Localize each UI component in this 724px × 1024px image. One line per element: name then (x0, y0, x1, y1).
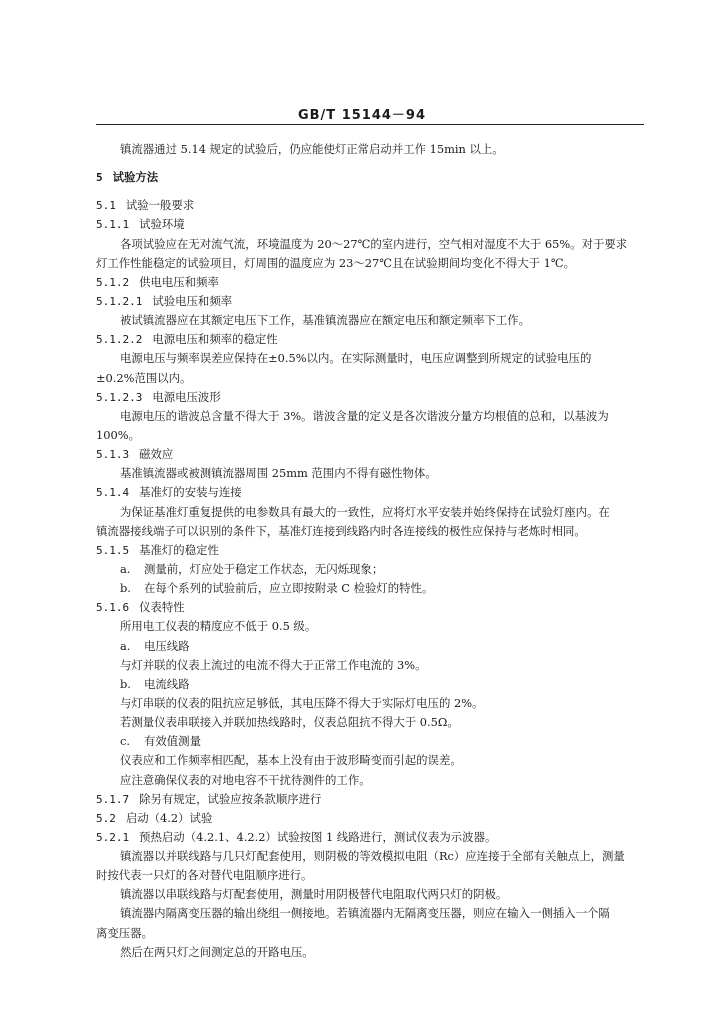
text-line (96, 847, 652, 866)
line-text: 试验电压和频率 (152, 293, 233, 308)
section-number: 5.1.2.2 (96, 333, 143, 347)
text-line (96, 885, 652, 904)
section-number: 5.1.6 (96, 601, 130, 615)
line-text: ±0.2%范围以内。 (96, 370, 192, 385)
line-text: 各项试验应在无对流气流，环境温度为 20～27℃的室内进行，空气相对湿度不大于 65%。对于要求 (120, 236, 628, 251)
line-text: 启动（4.2）试验 (125, 810, 213, 825)
line-text: 试验一般要求 (125, 198, 195, 213)
line-text: 除另有规定，试验应按条款顺序进行 (139, 791, 322, 806)
line-text: 在每个系列的试验前后，应立即按附录 C 检验灯的特性。 (144, 581, 434, 596)
line-text: 镇流器内隔离变压器的输出绕组一侧接地。若镇流器内无隔离变压器，则应在输入一侧插入一个隔 (120, 906, 610, 921)
text-line (96, 866, 652, 885)
section-number: 5.1.2.1 (96, 294, 143, 308)
text-line (96, 426, 652, 445)
text-line (96, 311, 652, 330)
text-line (96, 140, 652, 159)
section-heading-line (96, 790, 652, 809)
section-number: 5.1.4 (96, 486, 130, 500)
line-text: 灯工作性能稳定的试验项目，灯周围的温度应为 23～27℃且在试验期间均变化不得大于 1℃。 (96, 255, 576, 270)
line-text: 电流线路 (144, 676, 190, 691)
section-heading-line (96, 598, 652, 617)
text-line (96, 713, 652, 732)
text-line (96, 732, 652, 751)
line-text: 测量前，灯应处于稳定工作状态，无闪烁现象； (144, 561, 384, 576)
section-number: 5 (96, 171, 103, 185)
list-item-letter: c. (120, 734, 131, 749)
line-text: 试验方法 (112, 170, 159, 185)
section-number: 5.1.7 (96, 792, 130, 806)
line-text: 仪表特性 (139, 600, 185, 615)
section-number: 5.1.1 (96, 218, 130, 232)
line-text: 然后在两只灯之间测定总的开路电压。 (120, 944, 314, 959)
section-heading-line (96, 196, 652, 215)
section-heading-line (96, 168, 652, 187)
text-line (96, 254, 652, 273)
text-line (96, 924, 652, 943)
list-item-letter: b. (120, 581, 131, 596)
section-number: 5.1.2 (96, 275, 130, 289)
section-heading-line (96, 828, 652, 847)
section-number: 5.1.2.3 (96, 390, 143, 404)
section-heading-line (96, 388, 652, 407)
text-line (96, 235, 652, 254)
section-heading-line (96, 330, 652, 349)
line-text: 应注意确保仪表的对地电容不干扰待测件的工作。 (120, 772, 371, 787)
section-number: 5.2.1 (96, 830, 130, 844)
line-text: 为保证基准灯重复提供的电参数具有最大的一致性，应将灯水平安装并始终保持在试验灯座内。在 (120, 504, 610, 519)
line-text: 磁效应 (139, 447, 174, 462)
line-text: 供电电压和频率 (139, 274, 219, 289)
text-line (96, 579, 652, 598)
section-number: 5.1.3 (96, 448, 130, 462)
text-line (96, 407, 652, 426)
line-text: 电源电压波形 (152, 389, 221, 404)
text-line (96, 694, 652, 713)
line-text: 与灯串联的仪表的阻抗应足够低，其电压降不得大于实际灯电压的 2%。 (120, 695, 484, 710)
section-heading-line (96, 445, 652, 464)
line-text: 电源电压的谐波总含量不得大于 3%。谐波含量的定义是各次谐波分量方均根值的总和，以基波为 (120, 408, 609, 423)
line-text: 电源电压和频率的稳定性 (152, 332, 278, 347)
line-text: 基准灯的稳定性 (139, 542, 219, 557)
line-text: 仪表应和工作频率相匹配，基本上没有由于波形畸变而引起的误差。 (120, 753, 462, 768)
text-line (96, 656, 652, 675)
text-line (96, 369, 652, 388)
text-line (96, 560, 652, 579)
text-line (96, 522, 652, 541)
line-text: 电压线路 (144, 638, 190, 653)
section-heading-line (96, 809, 652, 828)
text-line (96, 503, 652, 522)
line-text: 预热启动（4.2.1、4.2.2）试验按图 1 线路进行，测试仪表为示波器。 (139, 829, 497, 844)
text-line (96, 637, 652, 656)
section-heading-line (96, 273, 652, 292)
text-line (96, 771, 652, 790)
line-text: 试验环境 (139, 217, 185, 232)
text-line (96, 904, 652, 923)
line-text: 与灯并联的仪表上流过的电流不得大于正常工作电流的 3%。 (120, 657, 427, 672)
line-text: 基准镇流器或被测镇流器周围 25mm 范围内不得有磁性物体。 (120, 466, 437, 481)
header-rule (96, 124, 644, 125)
section-number: 5.1.5 (96, 543, 130, 557)
line-text: 镇流器通过 5.14 规定的试验后，仍应能使灯正常启动并工作 15min 以上。 (120, 142, 504, 156)
line-text: 离变压器。 (96, 925, 153, 940)
section-number: 5.1 (96, 199, 116, 213)
line-text: 电源电压与频率误差应保持在±0.5%以内。在实际测量时，电压应调整到所规定的试验电压的 (120, 351, 592, 366)
text-line (96, 751, 652, 770)
line-text: 100%。 (96, 427, 140, 442)
standard-number-header: GB/T 15144－94 (297, 108, 427, 123)
line-text: 若测量仪表串联接入并联加热线路时，仪表总阻抗不得大于 0.5Ω。 (120, 715, 459, 730)
text-line (96, 943, 652, 962)
text-line (96, 675, 652, 694)
line-text: 有效值测量 (144, 734, 201, 749)
text-line (96, 349, 652, 368)
line-text: 时按代表一只灯的各对替代电阻顺序进行。 (96, 868, 313, 883)
section-heading-line (96, 483, 652, 502)
list-item-letter: a. (120, 638, 131, 653)
document-body (96, 140, 652, 962)
section-number: 5.2 (96, 811, 116, 825)
text-line (96, 617, 652, 636)
line-text: 镇流器以并联线路与几只灯配套使用，则阴极的等效模拟电阻（Rc）应连接于全部有关触点上，测量 (120, 849, 625, 864)
list-item-letter: b. (120, 676, 131, 691)
line-text: 所用电工仪表的精度应不低于 0.5 级。 (120, 619, 317, 634)
list-item-letter: a. (120, 561, 131, 576)
line-text: 镇流器以串联线路与灯配套使用，测量时用阴极替代电阻取代两只灯的阴极。 (120, 887, 508, 902)
section-heading-line (96, 215, 652, 234)
section-heading-line (96, 292, 652, 311)
line-text: 基准灯的安装与连接 (139, 485, 242, 500)
line-text: 被试镇流器应在其额定电压下工作，基准镇流器应在额定电压和额定频率下工作。 (120, 313, 531, 328)
section-heading-line (96, 541, 652, 560)
text-line (96, 464, 652, 483)
line-text: 镇流器接线端子可以识别的条件下，基准灯连接到线路内时各连接线的极性应保持与老炼时相同。 (96, 523, 586, 538)
